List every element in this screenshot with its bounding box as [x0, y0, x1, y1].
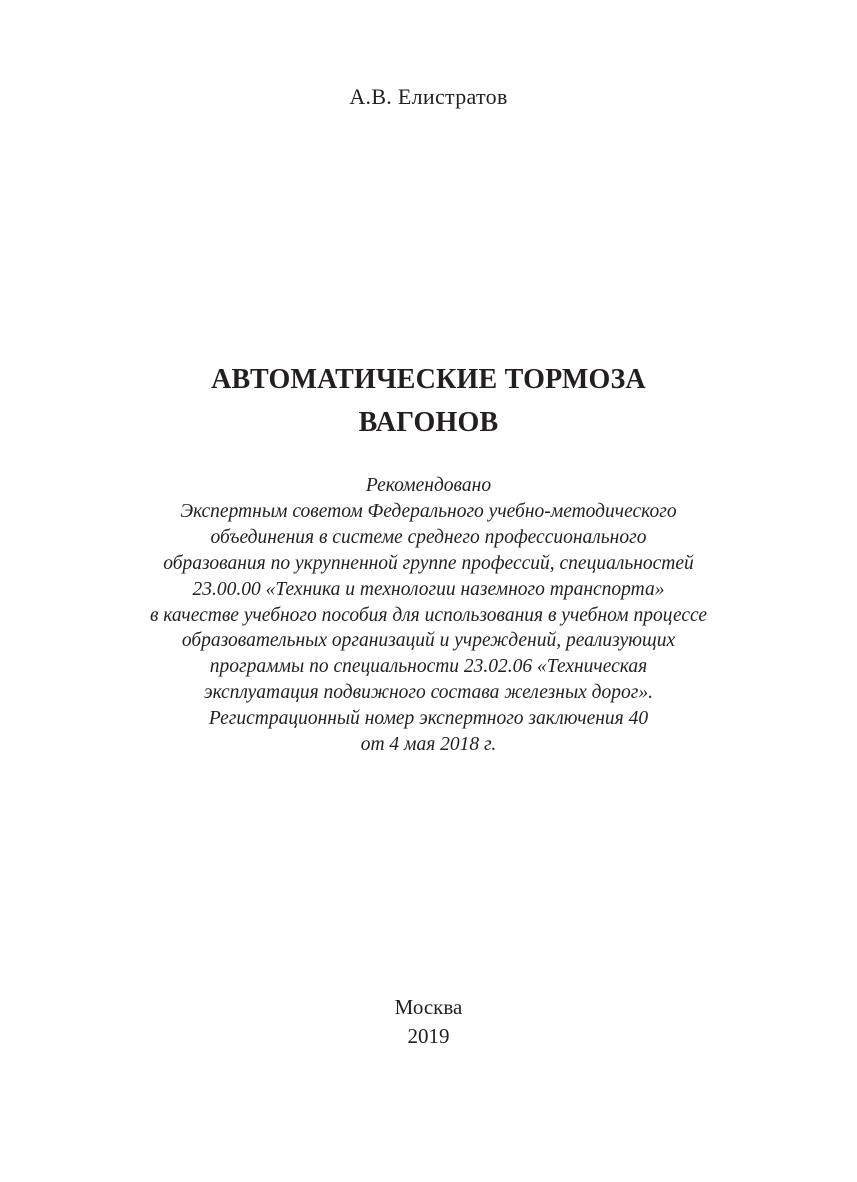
book-title-line-1: АВТОМАТИЧЕСКИЕ ТОРМОЗА [211, 364, 646, 395]
recommendation-block [0, 473, 857, 758]
recommendation-line: 23.00.00 «Техника и технологии наземного транспорта» [192, 578, 665, 600]
recommendation-line: в качестве учебного пособия для использования в учебном процессе [149, 604, 708, 626]
recommendation-line: от 4 мая 2018 г. [360, 734, 497, 756]
imprint-year: 2019 [407, 1024, 450, 1048]
recommendation-line: Регистрационный номер экспертного заключения 40 [208, 708, 649, 730]
book-title-line-2: ВАГОНОВ [358, 407, 499, 438]
author-name: А.В. Елистратов [349, 84, 508, 109]
recommendation-line: Экспертным советом Федерального учебно-методического [180, 500, 677, 522]
recommendation-line: программы по специальности 23.02.06 «Техническая [209, 656, 648, 678]
recommendation-line: эксплуатация подвижного состава железных дорог». [203, 682, 654, 704]
imprint-city: Москва [394, 995, 463, 1019]
imprint [0, 993, 857, 1051]
recommendation-line: образовательных организаций и учреждений, реализующих [181, 630, 676, 652]
recommendation-heading: Рекомендовано [365, 475, 492, 496]
recommendation-line: объединения в системе среднего профессионального [210, 526, 647, 548]
recommendation-line: образования по укрупненной группе профессий, специальностей [163, 552, 694, 574]
book-title [0, 358, 857, 444]
